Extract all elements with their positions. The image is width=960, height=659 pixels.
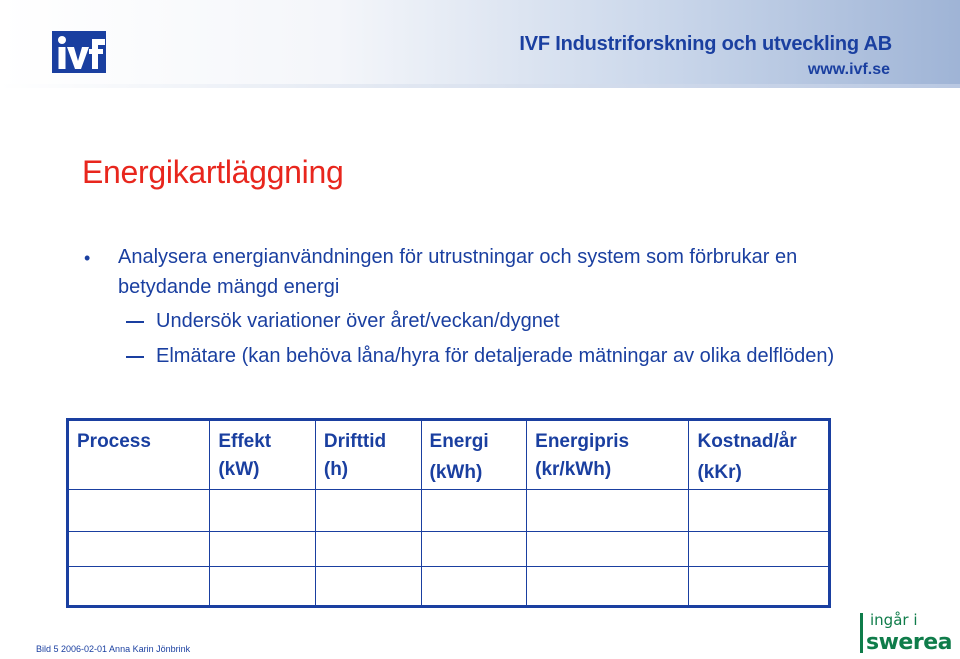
header-divider bbox=[0, 84, 960, 88]
table-cell[interactable] bbox=[315, 567, 421, 607]
slide-title: Energikartläggning bbox=[82, 154, 344, 190]
bullet-icon: • bbox=[84, 248, 91, 268]
table-cell[interactable] bbox=[315, 532, 421, 567]
table-header-cell: Kostnad/år (kKr) bbox=[689, 420, 830, 490]
dash-icon bbox=[126, 321, 144, 323]
table-header-cell: Energipris (kr/kWh) bbox=[527, 420, 689, 490]
table-cell[interactable] bbox=[210, 490, 316, 532]
table-row bbox=[68, 567, 830, 607]
company-url[interactable]: www.ivf.se bbox=[807, 61, 890, 78]
table-cell[interactable] bbox=[210, 567, 316, 607]
table-cell[interactable] bbox=[68, 490, 210, 532]
table-cell[interactable] bbox=[210, 532, 316, 567]
swerea-tagline: ingår i bbox=[870, 611, 918, 629]
table-header-cell: Process bbox=[68, 420, 210, 490]
table-cell[interactable] bbox=[689, 532, 830, 567]
slide-footer: Bild 5 2006-02-01 Anna Karin Jönbrink bbox=[36, 644, 191, 654]
table-cell[interactable] bbox=[689, 490, 830, 532]
table-header-cell: Effekt (kW) bbox=[210, 420, 316, 490]
ivf-logo bbox=[52, 31, 106, 73]
sub-bullet-2: Elmätare (kan behöva låna/hyra för detaljerade mätningar av olika delflöden) bbox=[156, 345, 835, 367]
swerea-logo bbox=[860, 611, 952, 655]
table-row bbox=[68, 532, 830, 567]
table-cell[interactable] bbox=[315, 490, 421, 532]
energy-cost-table bbox=[66, 418, 831, 608]
swerea-wordmark: swerea bbox=[866, 630, 952, 655]
dash-icon bbox=[126, 356, 144, 358]
sub-bullet-1: Undersök variationer över året/veckan/dygnet bbox=[156, 310, 560, 332]
table-header-cell: Drifttid (h) bbox=[315, 420, 421, 490]
main-bullet: Analysera energianvändningen för utrustningar och system som förbrukar en betydande mängd energi bbox=[118, 246, 798, 298]
table-cell[interactable] bbox=[527, 567, 689, 607]
table-row bbox=[68, 490, 830, 532]
table-cell[interactable] bbox=[421, 532, 527, 567]
table-cell[interactable] bbox=[68, 567, 210, 607]
table-cell[interactable] bbox=[68, 532, 210, 567]
table-header-cell: Energi (kWh) bbox=[421, 420, 527, 490]
table-cell[interactable] bbox=[527, 532, 689, 567]
swerea-bar bbox=[860, 613, 863, 653]
table-cell[interactable] bbox=[527, 490, 689, 532]
table-cell[interactable] bbox=[421, 490, 527, 532]
company-name: IVF Industriforskning och utveckling AB bbox=[519, 33, 892, 55]
table-cell[interactable] bbox=[421, 567, 527, 607]
table-header-row bbox=[68, 420, 830, 490]
table-cell[interactable] bbox=[689, 567, 830, 607]
